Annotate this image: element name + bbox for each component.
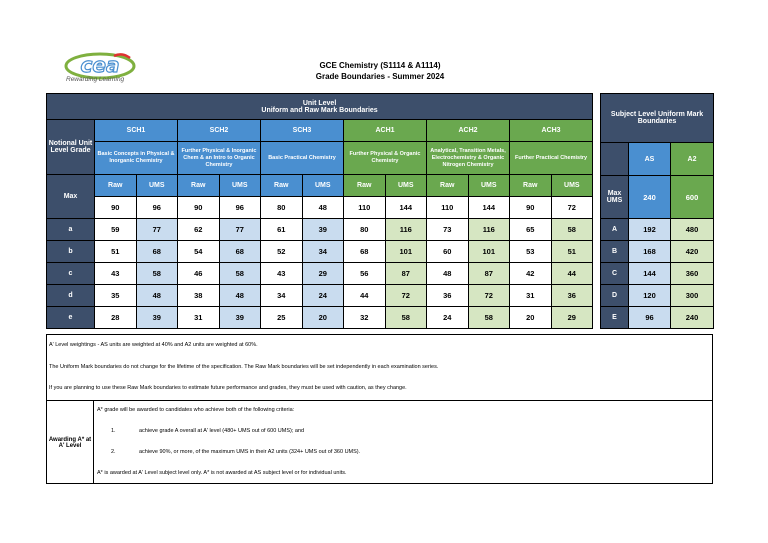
subject-grade-label: E xyxy=(601,307,629,329)
raw-cell: 31 xyxy=(510,285,552,307)
raw-cell: 31 xyxy=(178,307,220,329)
raw-cell: 80 xyxy=(344,219,386,241)
a2-cell: 300 xyxy=(671,285,714,307)
unit-description: Basic Practical Chemistry xyxy=(261,142,344,175)
grade-label: a xyxy=(47,219,95,241)
subject-level-header: Subject Level Uniform Mark Boundaries xyxy=(601,94,714,143)
as-cell: 96 xyxy=(629,307,671,329)
subject-grade-row xyxy=(601,285,714,307)
raw-cell: 73 xyxy=(427,219,469,241)
unit-header-line-1: Unit Level xyxy=(302,99,337,107)
ums-header: UMS xyxy=(468,175,510,197)
grade-label: c xyxy=(47,263,95,285)
criterion-text: achieve 90%, or more, of the maximum UMS in their A2 units (324+ UMS out of 360 UMS). xyxy=(139,449,361,455)
unit-description: Further Practical Chemistry xyxy=(510,142,593,175)
raw-cell: 53 xyxy=(510,241,552,263)
raw-cell: 44 xyxy=(344,285,386,307)
ums-cell: 72 xyxy=(385,285,427,307)
notes-box xyxy=(46,334,713,484)
note-uniform: The Uniform Mark boundaries do not change for the lifetime of the specification. The Raw Mark boundaries will be set independently in each examination series. xyxy=(49,364,439,370)
raw-header: Raw xyxy=(261,175,303,197)
max-ums: 48 xyxy=(302,197,344,219)
awarding-intro: A* grade will be awarded to candidates who achieve both of the following criteria: xyxy=(97,407,295,413)
unit-description: Further Physical & Inorganic Chem & an Intro to Organic Chemistry xyxy=(178,142,261,175)
max-raw: 90 xyxy=(510,197,552,219)
raw-cell: 20 xyxy=(510,307,552,329)
max-raw: 110 xyxy=(344,197,386,219)
page-title xyxy=(260,60,500,82)
subject-grade-label: B xyxy=(601,241,629,263)
logo-tagline: Rewarding Learning xyxy=(66,76,125,83)
ums-cell: 20 xyxy=(302,307,344,329)
ums-cell: 68 xyxy=(219,241,261,263)
raw-cell: 42 xyxy=(510,263,552,285)
raw-cell: 25 xyxy=(261,307,303,329)
ums-cell: 77 xyxy=(219,219,261,241)
ums-cell: 29 xyxy=(551,307,593,329)
raw-cell: 51 xyxy=(95,241,137,263)
unit-boundaries-table xyxy=(46,93,593,329)
ums-cell: 58 xyxy=(551,219,593,241)
unit-description: Further Physical & Organic Chemistry xyxy=(344,142,427,175)
ums-cell: 29 xyxy=(302,263,344,285)
subject-grade-row xyxy=(601,241,714,263)
unit-header-line-2: Uniform and Raw Mark Boundaries xyxy=(261,106,378,114)
grade-row xyxy=(47,307,593,329)
raw-cell: 62 xyxy=(178,219,220,241)
raw-cell: 65 xyxy=(510,219,552,241)
as-header: AS xyxy=(629,143,671,176)
raw-cell: 68 xyxy=(344,241,386,263)
title-line-1: GCE Chemistry (S1114 & A1114) xyxy=(319,61,441,70)
title-line-2: Grade Boundaries - Summer 2024 xyxy=(315,72,445,81)
ums-cell: 101 xyxy=(468,241,510,263)
ums-cell: 34 xyxy=(302,241,344,263)
logo-letters: cea xyxy=(80,53,120,77)
ums-cell: 39 xyxy=(302,219,344,241)
raw-cell: 43 xyxy=(261,263,303,285)
raw-header: Raw xyxy=(95,175,137,197)
max-ums: 144 xyxy=(385,197,427,219)
a2-cell: 240 xyxy=(671,307,714,329)
raw-cell: 35 xyxy=(95,285,137,307)
ums-cell: 58 xyxy=(385,307,427,329)
subject-grade-row xyxy=(601,219,714,241)
ums-header: UMS xyxy=(302,175,344,197)
ums-cell: 87 xyxy=(468,263,510,285)
max-label: Max xyxy=(47,175,95,219)
raw-cell: 54 xyxy=(178,241,220,263)
grade-row xyxy=(47,263,593,285)
grade-row xyxy=(47,219,593,241)
unit-description: Analytical, Transition Metals, Electrochemistry & Organic Nitrogen Chemistry xyxy=(427,142,510,175)
ums-cell: 101 xyxy=(385,241,427,263)
ums-cell: 44 xyxy=(551,263,593,285)
raw-cell: 61 xyxy=(261,219,303,241)
raw-cell: 32 xyxy=(344,307,386,329)
ums-cell: 77 xyxy=(136,219,178,241)
raw-header: Raw xyxy=(510,175,552,197)
unit-code: ACH2 xyxy=(427,120,510,142)
raw-cell: 34 xyxy=(261,285,303,307)
subject-grade-row xyxy=(601,263,714,285)
subject-grade-label: A xyxy=(601,219,629,241)
awarding-section xyxy=(47,400,712,484)
a2-header: A2 xyxy=(671,143,714,176)
ums-cell: 68 xyxy=(136,241,178,263)
unit-description: Basic Concepts in Physical & Inorganic Chemistry xyxy=(95,142,178,175)
grade-label: e xyxy=(47,307,95,329)
max-a2: 600 xyxy=(671,176,714,219)
ums-cell: 24 xyxy=(302,285,344,307)
a2-cell: 420 xyxy=(671,241,714,263)
subject-grade-label: D xyxy=(601,285,629,307)
ums-header: UMS xyxy=(385,175,427,197)
unit-code: SCH3 xyxy=(261,120,344,142)
raw-cell: 56 xyxy=(344,263,386,285)
raw-cell: 46 xyxy=(178,263,220,285)
ums-cell: 58 xyxy=(219,263,261,285)
raw-header: Raw xyxy=(427,175,469,197)
note-caution: If you are planning to use these Raw Mark boundaries to estimate future performance and grades, they must be used with caution, as they change. xyxy=(49,385,407,391)
max-as: 240 xyxy=(629,176,671,219)
grade-rows xyxy=(47,219,593,329)
max-ums-label: Max UMS xyxy=(601,176,629,219)
raw-cell: 36 xyxy=(427,285,469,307)
subject-boundaries-table xyxy=(600,93,714,329)
subject-blank-cell xyxy=(601,143,629,176)
grade-row xyxy=(47,285,593,307)
raw-header: Raw xyxy=(178,175,220,197)
raw-cell: 60 xyxy=(427,241,469,263)
max-ums: 144 xyxy=(468,197,510,219)
grade-label: d xyxy=(47,285,95,307)
subject-grade-row xyxy=(601,307,714,329)
a2-cell: 360 xyxy=(671,263,714,285)
ums-cell: 58 xyxy=(136,263,178,285)
max-ums: 96 xyxy=(136,197,178,219)
raw-cell: 43 xyxy=(95,263,137,285)
grade-row xyxy=(47,241,593,263)
raw-cell: 52 xyxy=(261,241,303,263)
subject-grade-label: C xyxy=(601,263,629,285)
grade-label: b xyxy=(47,241,95,263)
as-cell: 144 xyxy=(629,263,671,285)
criterion-number: 1. xyxy=(111,428,116,434)
unit-code: SCH2 xyxy=(178,120,261,142)
as-cell: 168 xyxy=(629,241,671,263)
raw-cell: 38 xyxy=(178,285,220,307)
ums-cell: 39 xyxy=(136,307,178,329)
unit-code: ACH1 xyxy=(344,120,427,142)
a2-cell: 480 xyxy=(671,219,714,241)
max-raw: 110 xyxy=(427,197,469,219)
ums-header: UMS xyxy=(136,175,178,197)
raw-cell: 28 xyxy=(95,307,137,329)
as-cell: 120 xyxy=(629,285,671,307)
ums-cell: 58 xyxy=(468,307,510,329)
ums-cell: 116 xyxy=(385,219,427,241)
max-raw: 80 xyxy=(261,197,303,219)
ums-cell: 39 xyxy=(219,307,261,329)
raw-header: Raw xyxy=(344,175,386,197)
ums-cell: 116 xyxy=(468,219,510,241)
max-ums: 72 xyxy=(551,197,593,219)
notional-grade-label: Notional Unit Level Grade xyxy=(47,120,95,175)
max-ums: 96 xyxy=(219,197,261,219)
unit-code: SCH1 xyxy=(95,120,178,142)
ums-cell: 72 xyxy=(468,285,510,307)
ums-cell: 36 xyxy=(551,285,593,307)
max-raw: 90 xyxy=(95,197,137,219)
unit-code: ACH3 xyxy=(510,120,593,142)
criterion-text: achieve grade A overall at A' level (480+ UMS out of 600 UMS); and xyxy=(139,428,305,434)
as-cell: 192 xyxy=(629,219,671,241)
criterion-number: 2. xyxy=(111,449,116,455)
raw-cell: 24 xyxy=(427,307,469,329)
ums-cell: 87 xyxy=(385,263,427,285)
ums-cell: 51 xyxy=(551,241,593,263)
note-weightings: A' Level weightings - AS units are weighted at 40% and A2 units are weighted at 60%. xyxy=(49,342,258,348)
awarding-footer: A* is awarded at A' Level subject level only. A* is not awarded at AS subject level or for individual units. xyxy=(97,470,347,476)
raw-cell: 48 xyxy=(427,263,469,285)
unit-level-header xyxy=(47,94,593,120)
raw-cell: 59 xyxy=(95,219,137,241)
ums-cell: 48 xyxy=(136,285,178,307)
awarding-label: Awarding A* at A' Level xyxy=(47,401,94,484)
ums-header: UMS xyxy=(551,175,593,197)
max-raw: 90 xyxy=(178,197,220,219)
ums-cell: 48 xyxy=(219,285,261,307)
subject-grade-rows xyxy=(601,219,714,329)
ums-header: UMS xyxy=(219,175,261,197)
